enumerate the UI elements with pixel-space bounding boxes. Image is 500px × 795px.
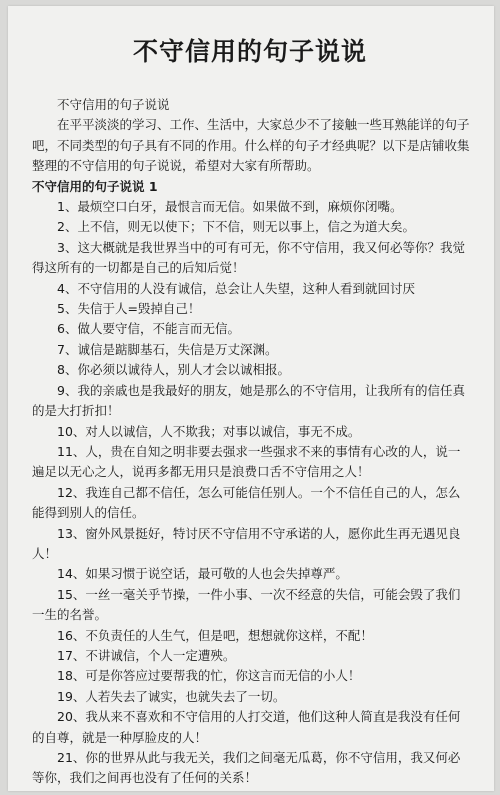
- list-item: 13、窗外风景挺好，特讨厌不守信用不守承诺的人，愿你此生再无遇见良人！: [32, 525, 461, 561]
- list-item: 3、这大概就是我世界当中的可有可无，你不守信用，我又何必等你？我觉得这所有的一切都是自己的后知后觉！: [32, 239, 465, 276]
- list-item: 12、我连自己都不信任，怎么可能信任别人。一个不信任自己的人，怎么能得到别人的信任。: [32, 484, 461, 521]
- article-body: [32, 95, 472, 789]
- list-item: 8、你必须以诚待人，别人才会以诚相报。: [57, 362, 290, 378]
- list-item: 15、一丝一毫关乎节操，一件小事、一次不经意的失信，可能会毁了我们一生的名誉。: [32, 586, 461, 623]
- list-item: 1、最烦空口白牙，最恨言而无信。如果做不到，麻烦你闭嘴。: [57, 199, 403, 215]
- list-item: 19、人若失去了诚实，也就失去了一切。: [57, 688, 286, 704]
- list-item: 18、可是你答应过要帮我的忙，你这言而无信的小人！: [57, 668, 361, 684]
- list-item: 9、我的亲戚也是我最好的朋友，她是那么的不守信用，让我所有的信任真的是大打折扣！: [32, 382, 465, 419]
- intro-lead: 不守信用的句子说说: [57, 97, 170, 112]
- list-item: 4、不守信用的人没有诚信，总会让人失望，这种人看到就回讨厌: [57, 280, 415, 296]
- list-item: 7、诚信是踮脚基石，失信是万丈深渊。: [57, 341, 278, 357]
- list-item: 11、人，贵在自知之明非要去强求一些强求不来的事情有心改的人，说一遍足以无心之人，说再多都无用只是浪费口舌不守信用之人！: [32, 443, 461, 480]
- intro-paragraph: 在平平淡淡的学习、工作、生活中，大家总少不了接触一些耳熟能详的句子吧，不同类型的句子具有不同的作用。什么样的句子才经典呢？以下是店铺收集整理的不守信用的句子说说，希望对大家有所帮助。: [32, 117, 470, 174]
- list-item: 16、不负责任的人生气，但是吧，想想就你这样，不配！: [57, 627, 373, 643]
- list-item: 21、你的世界从此与我无关，我们之间毫无瓜葛，你不守信用，我又何必等你，我们之间再也没有了任何的关系！: [32, 750, 461, 786]
- list-item: 10、对人以诚信，人不欺我；对事以诚信，事无不成。: [57, 423, 361, 439]
- list-item: 6、做人要守信，不能言而无信。: [57, 321, 240, 337]
- list-item: 5、失信于人=毁掉自己！: [57, 301, 201, 317]
- list-item: 17、不讲诚信，个人一定遭殃。: [57, 647, 236, 663]
- list-item: 20、我从来不喜欢和不守信用的人打交道，他们这种人简直是我没有任何的自尊，就是一种厚脸皮的人！: [32, 709, 461, 745]
- list-item: 14、如果习惯于说空话，最可敬的人也会失掉尊严。: [57, 566, 348, 582]
- page-title: 不守信用的句子说说: [132, 37, 367, 66]
- list-item: 2、上不信，则无以使下；下不信，则无以事上，信之为道大矣。: [57, 219, 415, 235]
- section-heading: 不守信用的句子说说 1: [32, 178, 158, 194]
